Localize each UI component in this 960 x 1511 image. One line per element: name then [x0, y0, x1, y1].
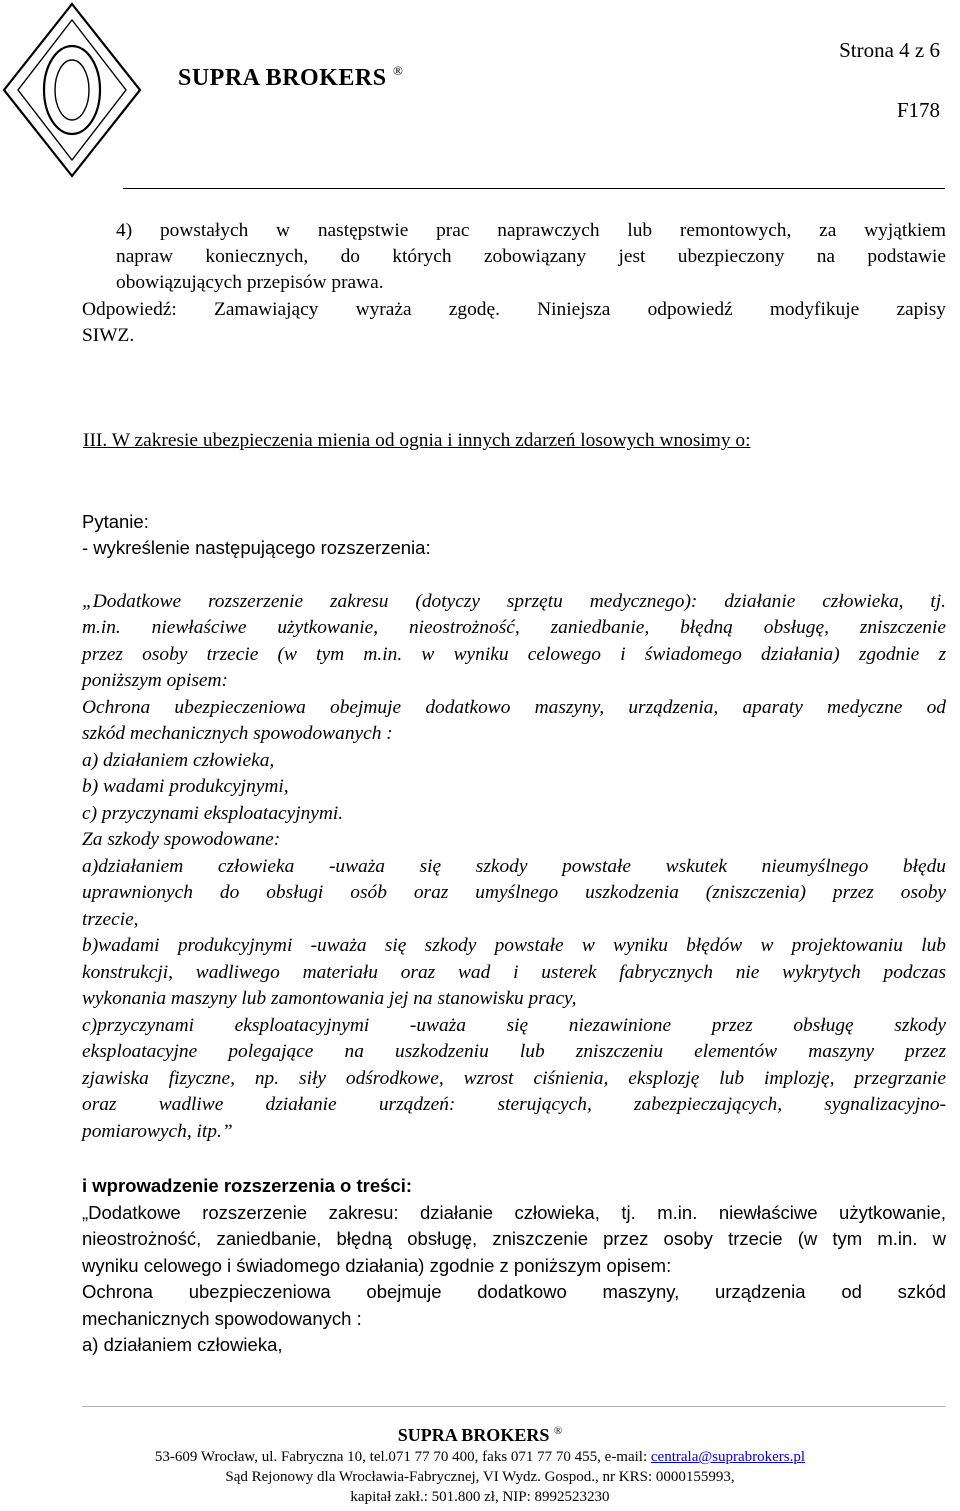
quoted-clause-line: przez osoby trzecie (w tym m.in. w wyniku celowego i świadomego działania) zgodnie z: [82, 644, 946, 665]
new-clause-line: wyniku celowego i świadomego działania) zgodnie z poniższym opisem:: [82, 1255, 672, 1276]
quoted-clause-line: m.in. niewłaściwe użytkowanie, nieostrożność, zaniedbanie, błędną obsługę, zniszczenie: [82, 617, 946, 638]
question-label: Pytanie:: [82, 511, 149, 532]
quoted-clause-line: „Dodatkowe rozszerzenie zakresu (dotyczy sprzętu medycznego): działanie człowieka, tj.: [82, 591, 946, 612]
quoted-clause-line: wykonania maszyny lub zamontowania jej na stanowisku pracy,: [82, 988, 577, 1009]
new-clause-line: mechanicznych spowodowanych :: [82, 1308, 362, 1329]
document-id: F178: [896, 98, 940, 122]
section-heading: III. W zakresie ubezpieczenia mienia od ognia i innych zdarzeń losowych wnosimy o:: [83, 430, 751, 451]
quoted-clause-line: poniższym opisem:: [82, 670, 228, 691]
quoted-clause-line: a) działaniem człowieka,: [82, 750, 275, 771]
text-line: 4) powstałych w następstwie prac naprawczych lub remontowych, za wyjątkiem: [116, 220, 946, 241]
quoted-clause-line: b)wadami produkcyjnymi -uważa się szkody powstałe w wyniku błędów w projektowaniu lub: [82, 935, 946, 956]
quoted-clause-line: zjawiska fizyczne, np. siły odśrodkowe, wzrost ciśnienia, eksplozję lub implozję, przegrzanie: [82, 1068, 946, 1089]
footer-company-name: [0, 1425, 960, 1446]
new-clause-line: „Dodatkowe rozszerzenie zakresu: działanie człowieka, tj. m.in. niewłaściwe użytkowanie,: [82, 1202, 946, 1223]
footer-company-name-text: SUPRA BROKERS: [397, 1425, 550, 1445]
answer-line: SIWZ.: [82, 325, 135, 346]
text-line: obowiązujących przepisów prawa.: [116, 272, 384, 293]
quoted-clause-line: pomiarowych, itp.”: [82, 1121, 233, 1142]
quoted-clause-line: c) przyczynami eksploatacyjnymi.: [82, 803, 344, 824]
footer-email-link[interactable]: centrala@suprabrokers.pl: [650, 1449, 806, 1465]
quoted-clause-line: konstrukcji, wadliwego materiału oraz wad i usterek fabrycznych nie wykrytych podczas: [82, 962, 946, 983]
header-divider: [123, 188, 945, 189]
quoted-clause-line: szkód mechanicznych spowodowanych :: [82, 723, 393, 744]
company-name-text: SUPRA BROKERS: [178, 65, 387, 91]
new-clause-line: Ochrona ubezpieczeniowa obejmuje dodatkowo maszyny, urządzenia od szkód: [82, 1281, 946, 1302]
introduce-clause-label: i wprowadzenie rozszerzenia o treści:: [82, 1175, 413, 1196]
quoted-clause-line: Za szkody spowodowane:: [82, 829, 281, 850]
quoted-clause-line: uprawnionych do obsługi osób oraz umyślnego uszkodzenia (zniszczenia) przez osoby: [82, 882, 946, 903]
new-clause-line: a) działaniem człowieka,: [82, 1334, 283, 1355]
footer-address-text: 53-609 Wrocław, ul. Fabryczna 10, tel.071 77 70 400, faks 071 77 70 455, e-mail:: [154, 1449, 651, 1465]
page-number: Strona 4 z 6: [839, 38, 940, 62]
company-name: [178, 65, 403, 92]
quoted-clause-line: trzecie,: [82, 909, 139, 930]
deletion-request: - wykreślenie następującego rozszerzenia:: [82, 537, 431, 558]
new-clause-line: nieostrożność, zaniedbanie, błędną obsługę, zniszczenie przez osoby trzecie (w tym m.in. w: [82, 1228, 946, 1249]
quoted-clause-line: eksploatacyjne polegające na uszkodzeniu lub zniszczeniu elementów maszyny przez: [82, 1041, 946, 1062]
quoted-clause-line: a)działaniem człowieka -uważa się szkody powstałe wskutek nieumyślnego błędu: [82, 856, 946, 877]
quoted-clause-line: Ochrona ubezpieczeniowa obejmuje dodatkowo maszyny, urządzenia, aparaty medyczne od: [82, 697, 946, 718]
quoted-clause-line: oraz wadliwe działanie urządzeń: sterujących, zabezpieczających, sygnalizacyjno-: [82, 1094, 946, 1115]
footer-capital: kapitał zakł.: 501.800 zł, NIP: 8992523230: [350, 1489, 610, 1505]
text-line: napraw koniecznych, do których zobowiązany jest ubezpieczony na podstawie: [116, 246, 946, 267]
registered-mark: ®: [393, 63, 404, 78]
answer-line: Odpowiedź: Zamawiający wyraża zgodę. Niniejsza odpowiedź modyfikuje zapisy: [82, 299, 946, 320]
footer-address: [0, 1449, 960, 1466]
footer-registered-mark: ®: [553, 1425, 563, 1437]
footer-court-registration: Sąd Rejonowy dla Wrocławia-Fabrycznej, VI Wydz. Gospod., nr KRS: 0000155993,: [225, 1469, 735, 1485]
company-logo: [0, 0, 145, 180]
quoted-clause-line: c)przyczynami eksploatacyjnymi -uważa się niezawinione przez obsługę szkody: [82, 1015, 946, 1036]
footer-divider: [82, 1406, 946, 1407]
quoted-clause-line: b) wadami produkcyjnymi,: [82, 776, 289, 797]
